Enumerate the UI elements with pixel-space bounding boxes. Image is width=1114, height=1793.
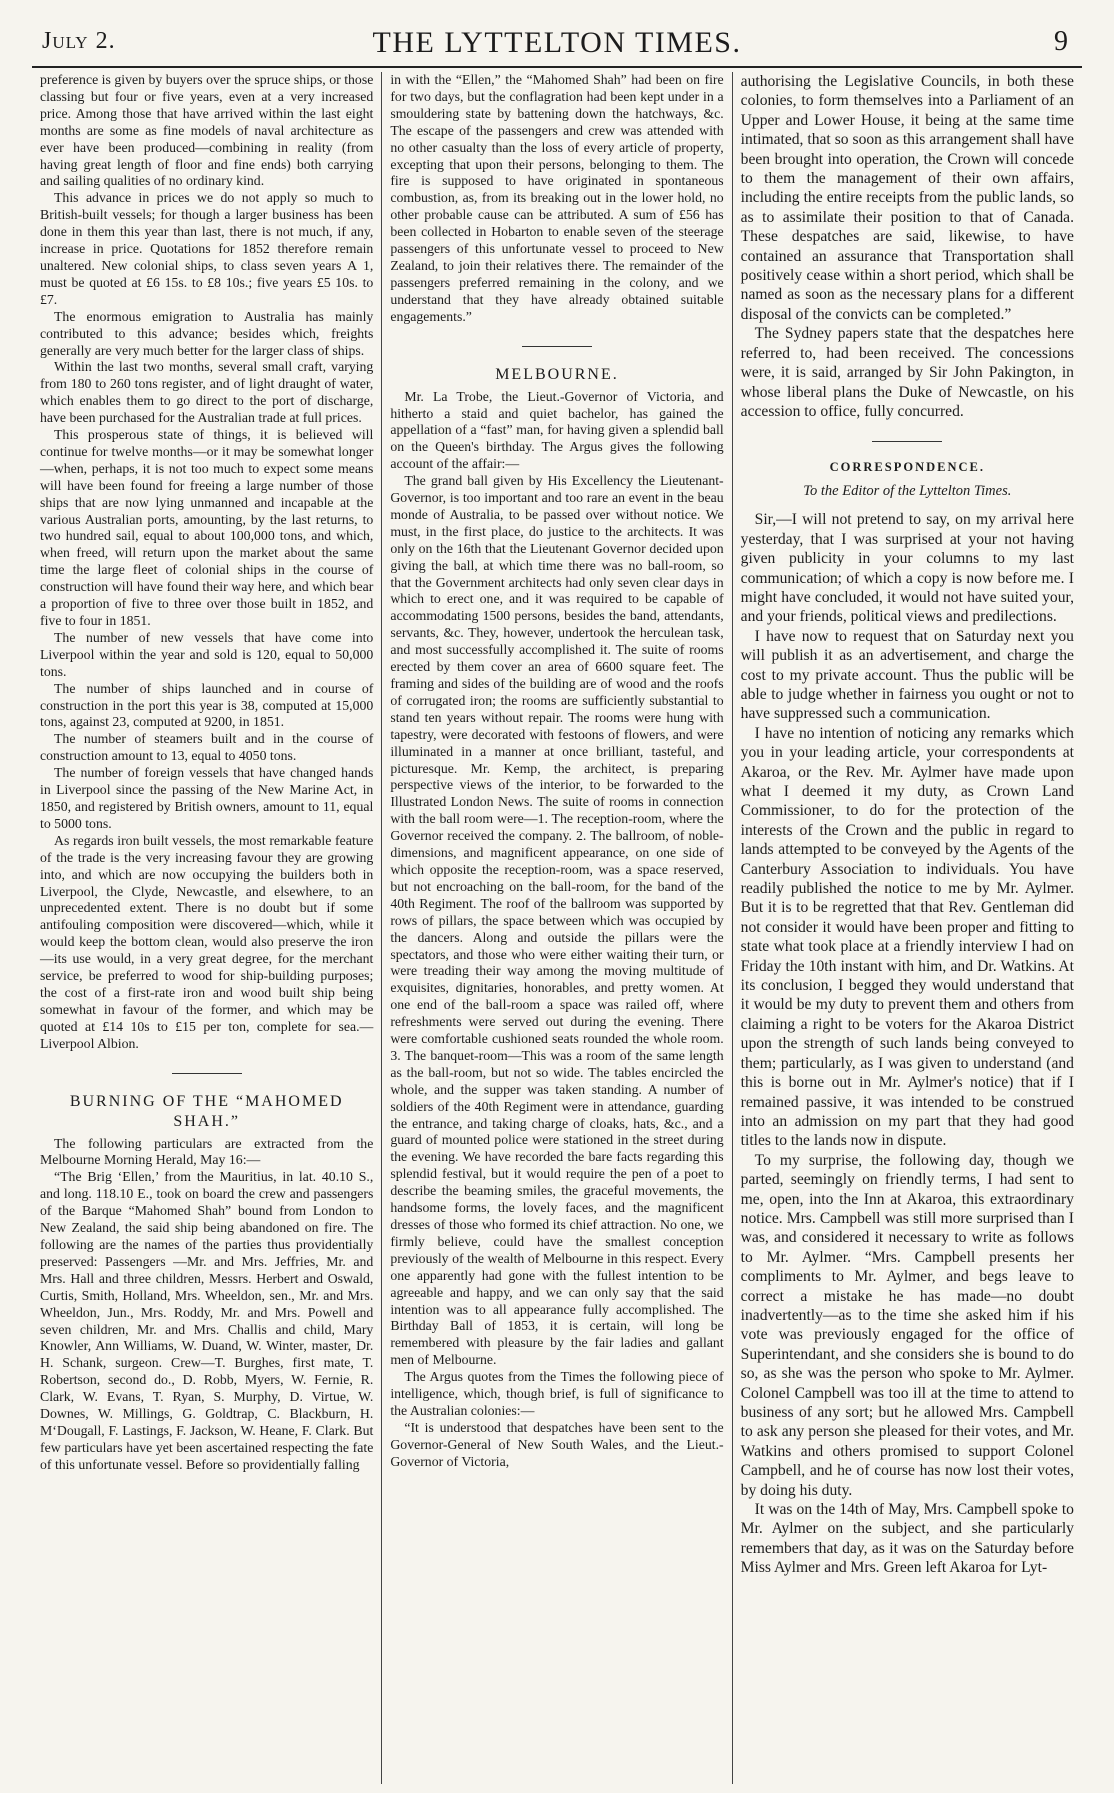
paragraph: “The Brig ‘Ellen,’ from the Mauritius, in lat. 40.10 S., and long. 118.10 E., took on board the crew and passengers of the Barque “Mahomed Shah” bound from London to New Zealand, the said ship being abandoned on fire. The following are the names of the parties thus providentially preserved: Passengers —Mr. and Mrs. Jeffries, Mr. and Mrs. Hall and three children, Messrs. Herbert and Oswald, Curtis, Smith, Holland, Mrs. Wheeldon, sen., Mr. and Mrs. Wheeldon, Jun., Mrs. Roddy, Mr. and Mrs. Powell and seven children, Mr. and Mrs. Challis and child, Mary Knowler, Ann Williams, W. Duand, W. Winter, master, Dr. H. Schank, surgeon. Crew—T. Burghes, first mate, T. Robertson, second do., D. Robb, Myers, W. Fernie, R. Clark, W. Evans, T. Ryan, S. Murphy, D. Virtue, W. Downes, W. Millings, G. Goldtrap, C. Blackburn, H. M‘Dougall, F. Lastings, F. Jackson, W. Heane, F. Clark. But few particulars have yet been ascertained respecting the fate of this unfortunate vessel. Before so providentially falling: [40, 1169, 374, 1472]
paragraph: preference is given by buyers over the spruce ships, or those classing but four or five years, even at a very increased price. Among those that have arrived within the last eight months are some as fine models of naval architecture as ever have been produced—combining in reality (from having great length of floor and fine ends) both carrying and sailing qualities of no ordinary kind.: [40, 72, 374, 189]
paragraph: authorising the Legislative Councils, in both these colonies, to form themselves into a Parliament of an Upper and Lower House, it being at the same time intimated, that so soon as this arrangement shall have been brought into operation, the Crown will concede to them the management of their own affairs, including the entire receipts from the public lands, so as to assimilate their position to that of Canada. These despatches are said, likewise, to have contained an assurance that Transportation shall positively cease within a short period, which shall be named as soon as the necessary plans for a different disposal of the convicts can be completed.”: [740, 73, 1074, 323]
article-heading: MELBOURNE.: [495, 365, 619, 383]
paragraph: The number of foreign vessels that have changed hands in Liverpool since the passing of the New Marine Act, in 1850, and registered by British owners, amount to 11, equal to 5000 tons.: [40, 765, 374, 831]
paragraph: I have no intention of noticing any remarks which you in your leading article, your correspondents at Akaroa, or the Rev. Mr. Aylmer have made upon what I deemed it my duty, as Crown Land Commissioner, to do for the protection of the interests of the Crown and the public in regard to lands attempted to be conveyed by the Agents of the Canterbury Association to individuals. You have readily published the notice to me by Mr. Aylmer. But it is to be regretted that that Rev. Gentleman did not consider it would have been proper and fitting to state what took place at a friendly interview I had on Friday the 10th instant with him, and Dr. Watkins. At its conclusion, I begged they would understand that it would be my duty to prevent them and others from claiming a right to be voters for the Akaroa District upon the strength of such lands being conveyed to them; particularly, as I was given to understand (and this is borne out in Mr. Aylmer's notice) that if I remained passive, it was intended to be construed into an admission on my part that they had good titles to the lands now in dispute.: [740, 724, 1074, 1150]
section-heading: CORRESPONDENCE.: [829, 460, 985, 475]
divider: [872, 441, 942, 442]
column-1: [32, 72, 381, 1784]
paragraph: I have now to request that on Saturday next you will publish it as an advertisement, and charge the cost to my private account. Thus the public will be able to judge whether in fairness you ought or not to have suppressed such a communication.: [740, 627, 1074, 723]
paragraph: Within the last two months, several small craft, varying from 180 to 260 tons register, and of light draught of water, which enables them to go direct to the port of discharge, have been purchased for the Australian trade at full prices.: [40, 359, 374, 426]
page-number: 9: [1054, 26, 1068, 57]
divider: [172, 1073, 242, 1074]
divider: [522, 346, 592, 347]
paragraph: Mr. La Trobe, the Lieut.-Governor of Victoria, and hitherto a staid and quiet bachelor, has gained the appellation of a “fast” man, for having given a splendid ball on the Queen's birthday. The Argus gives the following account of the affair:—: [390, 388, 724, 472]
paragraph: To my surprise, the following day, though we parted, seemingly on friendly terms, I had sent to me, open, into the Inn at Akaroa, this extraordinary notice. Mrs. Campbell was still more surprised than I was, and considered it necessary to write as follows to Mr. Aylmer. “Mrs. Campbell presents her compliments to Mr. Aylmer, and begs leave to correct a mistake he has made—no doubt inadvertently—as to the time she asked him if his vote was previously engaged for the office of Superintendant, and she considers she is bound to do so, as she was the person who spoke to Mr. Aylmer. Colonel Campbell was too ill at the time to attend to business of any sort; but he allowed Mrs. Campbell to ask any person she pleased for their votes, and Mr. Watkins and others promised to support Colonel Campbell, and he of course has now lost their votes, by doing his duty.: [740, 1151, 1074, 1499]
paragraph: The number of new vessels that have come into Liverpool within the year and sold is 120, equal to 50,000 tons.: [40, 629, 374, 679]
letter-address: To the Editor of the Lyttelton Times.: [803, 483, 1012, 500]
column-3: [732, 72, 1082, 1784]
paragraph: The following particulars are extracted from the Melbourne Morning Herald, May 16:—: [40, 1135, 374, 1168]
paragraph: The number of ships launched and in course of construction in the port this year is 38, computed at 15,000 tons, against 23, computed at 9200, in 1851.: [40, 680, 374, 730]
masthead: [32, 22, 1082, 68]
paragraph: Sir,—I will not pretend to say, on my arrival here yesterday, that I was surprised at your not having given publicity in your columns to my last communication; of which a copy is now before me. I might have concluded, it would not have suited your, and your friends, political views and predilections.: [740, 511, 1074, 626]
paragraph: As regards iron built vessels, the most remarkable feature of the trade is the very increasing favour they are growing into, and which are now occupying the builders both in Liverpool, the Clyde, Newcastle, and elsewhere, to an unprecedented extent. There is no doubt but if some antifouling composition were discovered—which, while it would keep the bottom clean, would also preserve the iron—its use would, in a very great degree, for the merchant service, be preferred to wood for ship-building purposes; the cost of a first-rate iron and wood built ship being somewhat in favour of the former, and which may be quoted at £14 10s to £15 per ton, complete for sea.—Liverpool Albion.: [40, 832, 374, 1051]
newspaper-title: THE LYTTELTON TIMES.: [372, 26, 742, 59]
issue-date: July 2.: [42, 28, 116, 54]
columns: [32, 72, 1082, 1784]
paragraph: in with the “Ellen,” the “Mahomed Shah” had been on fire for two days, but the conflagration had been kept under in a smouldering state by battening down the hatchways, &c. The escape of the passengers and crew was attended with no other casualty than the loss of every article of property, excepting that upon their persons, belonging to them. The fire is supposed to have originated in spontaneous combustion, as, from its breaking out in the lower hold, no other probable cause can be attributed. A sum of £56 has been collected in Hobarton to enable seven of the steerage passengers of this unfortunate vessel to proceed to New Zealand, to join their relatives there. The remainder of the passengers preferred remaining in the colony, and we understand that they have already obtained suitable engagements.”: [390, 72, 724, 324]
paragraph: This advance in prices we do not apply so much to British-built vessels; for though a larger business has been done in them this year than last, there is not much, if any, increase in price. Quotations for 1852 therefore remain unaltered. New colonial ships, to class seven years A 1, must be quoted at £6 15s. to £8 10s.; five years £5 10s. to £7.: [40, 190, 374, 307]
article-heading: BURNING OF THE “MAHOMED SHAH.”: [69, 1092, 344, 1130]
paragraph: This prosperous state of things, it is believed will continue for twelve months—or it may be somewhat longer—when, perhaps, it is not too much to expect some means will have been found for freeing a large number of those ships that are now lying unmanned and incapable at the various Australian ports, amounting, by the last returns, to two hundred sail, equal to about 100,000 tons, and which, when freed, will return upon the market about the same time the large fleet of colonial ships in the course of construction will have found their way here, and which bear a proportion of five to three over those built in 1852, and five to four in 1851.: [40, 427, 374, 628]
paragraph: The Argus quotes from the Times the following piece of intelligence, which, though brief, is full of significance to the Australian colonies:—: [390, 1369, 724, 1418]
paragraph: The number of steamers built and in the course of construction amount to 13, equal to 4050 tons.: [40, 731, 374, 764]
paragraph: The Sydney papers state that the despatches here referred to, had been received. The concessions were, it is said, arranged by Sir John Pakington, in whose liberal plans the Duke of Newcastle, on his accession to office, fully concurred.: [740, 325, 1074, 420]
paragraph: It was on the 14th of May, Mrs. Campbell spoke to Mr. Aylmer on the subject, and she particularly remembers that day, as it was on the Saturday before Miss Aylmer and Mrs. Green left Akaroa for Lyt-: [740, 1501, 1074, 1577]
paragraph: “It is understood that despatches have been sent to the Governor-General of New South Wales, and the Lieut.-Governor of Victoria,: [390, 1419, 724, 1469]
paragraph: The enormous emigration to Australia has mainly contributed to this advance; besides which, freights generally are very much better for the larger class of ships.: [40, 308, 374, 358]
column-2: [381, 72, 731, 1784]
paragraph: The grand ball given by His Excellency the Lieutenant-Governor, is too important and too rare an event in the beau monde of Australia, to be passed over without notice. We must, in the first place, do justice to the architects. It was only on the 16th that the Lieutenant Governor decided upon giving the ball, at which time there was no ball-room, so that the Government architects had only seven clear days in which to erect one, and it was required to be capable of accommodating 1500 persons, besides the band, attendants, servants, &c. They, however, undertook the herculean task, and most successfully accomplished it. The suite of rooms erected by them cover an area of 6600 square feet. The framing and sides of the building are of wood and the roofs of corrugated iron; the rooms are sufficiently substantial to stand ten years without repair. The rooms were hung with tapestry, were decorated with festoons of flowers, and were illuminated in a manner at once brilliant, tasteful, and picturesque. Mr. Kemp, the architect, is preparing perspective views of the interior, to be forwarded to the Illustrated London News. The suite of rooms in connection with the ball room were—1. The reception-room, where the Governor received the company. 2. The ballroom, of noble-dimensions, and magnificent appearance, on one side of which opposite the reception-room, was a space reserved, but not encroaching on the ball-room, for the band of the 40th Regiment. The roof of the ballroom was supported by rows of pillars, the space between which was occupied by the dancers. Along and outside the pillars were the spectators, and those who were either waiting their turn, or were treading their way among the moving multitude of exquisites, dignitaries, honorables, and pretty women. At one end of the ball-room a space was railed off, where refreshments were served out during the evening. There were comfortable cushioned seats rounded the whole room. 3. The banquet-room—This was a room of the same length as the ball-room, but not so wide. The tables encircled the whole, and the supper was taken standing. A number of soldiers of the 40th Regiment were in attendance, guarding the entrance, and taking charge of cloaks, hats, &c., and a guard of mounted police were stationed in the street during the evening. We have recorded the bare facts regarding this splendid festival, but it would require the pen of a poet to describe the beaming smiles, the graceful movements, the handsome forms, the lovely faces, and the magnificent dresses of those who formed its chief attraction. No one, we firmly believe, could have the smallest conception previously of the wealth of Melbourne in this respect. Every one apparently had gone with the fullest intention to be agreeable and happy, and we can only say that the said intention was to all appearance fully accomplished. The Birthday Ball of 1853, it is certain, will long be remembered with pleasure by the fair ladies and gallant men of Melbourne.: [390, 473, 724, 1368]
